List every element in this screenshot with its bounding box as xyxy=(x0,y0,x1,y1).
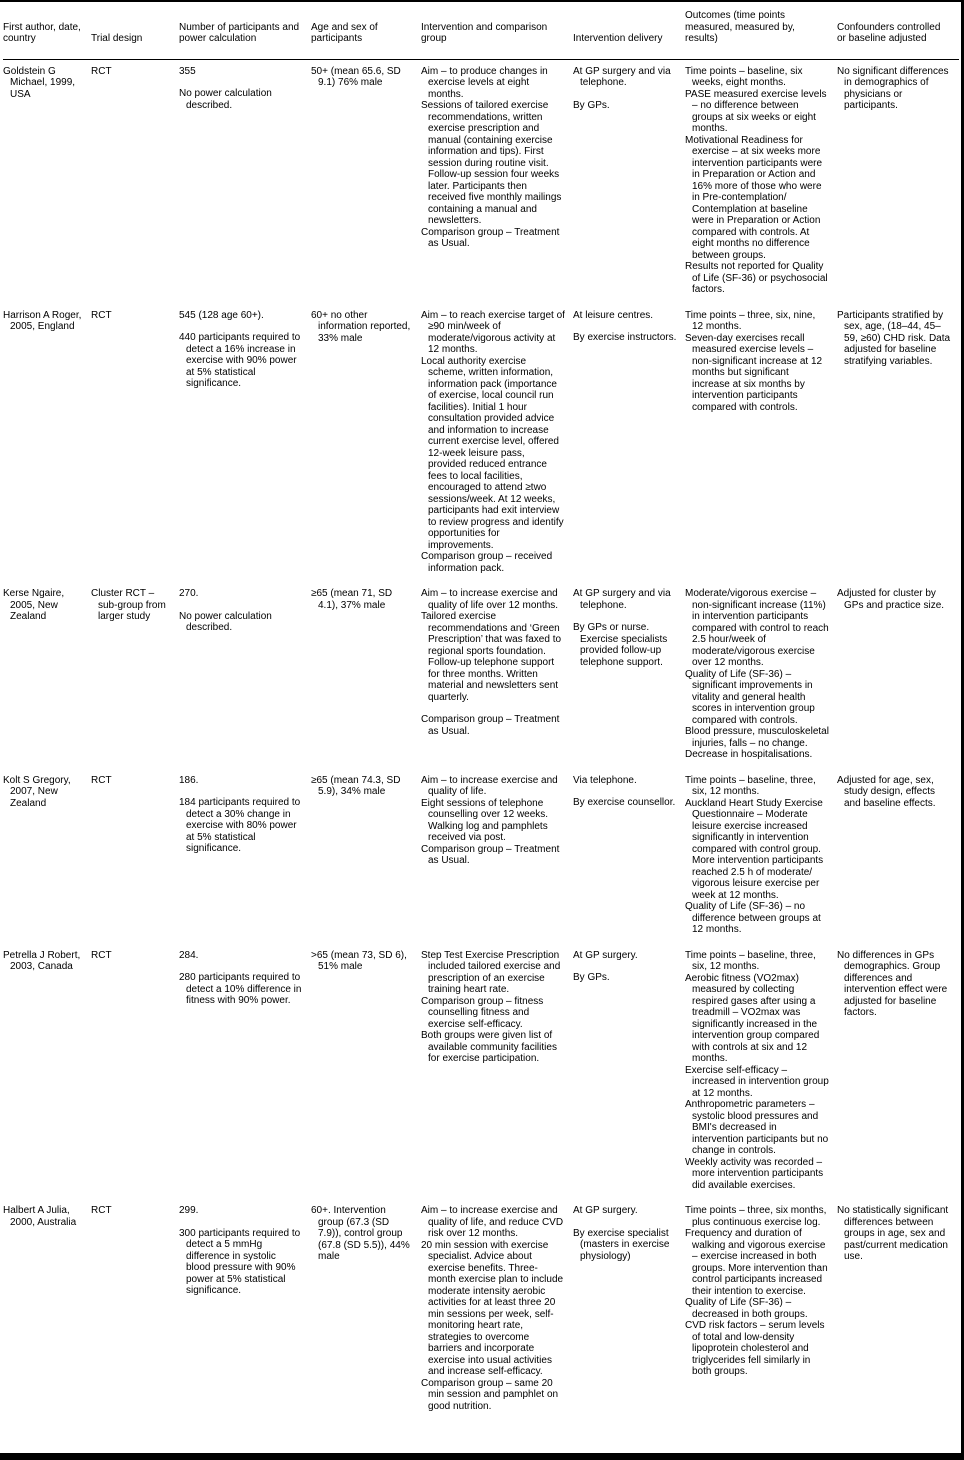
cell-paragraph: Comparison group – Treatment as Usual. xyxy=(421,843,560,866)
cell-intervention xyxy=(421,1199,573,1420)
cell-paragraph: Comparison group – Treatment as Usual. xyxy=(421,226,560,249)
cell-paragraph: 184 participants required to detect a 30% change in exercise with 80% power at 5% statistical significance. xyxy=(179,797,301,854)
cell-paragraph: At leisure centres. xyxy=(573,309,654,321)
cell-age-sex xyxy=(311,59,421,304)
cell-confounders xyxy=(837,769,959,944)
paragraph-gap xyxy=(573,1217,677,1228)
cell-paragraph: Weekly activity was recorded – more intervention participants did available exercises. xyxy=(685,1156,824,1191)
cell-paragraph: 20 min session with exercise specialist. Advice about exercise benefits. Three-month exercise plan to include moderate intensity aerobic activities for at least three 20 min sessions per week, self-monitoring heart rate, strategies to overcome barriers and incorporate exercise into usual activities and increase self-efficacy. xyxy=(421,1239,564,1377)
cell-paragraph: 545 (128 age 60+). xyxy=(179,309,264,321)
cell-paragraph: Blood pressure, musculoskeletal injuries, falls – no change. xyxy=(685,726,829,749)
cell-age-sex xyxy=(311,1199,421,1420)
cell-author xyxy=(3,1199,91,1420)
cell-paragraph: Aim – to increase exercise and quality of life, and reduce CVD risk over 12 months. xyxy=(421,1205,564,1239)
cell-author xyxy=(3,944,91,1200)
column-header-intervention: Intervention and comparison group xyxy=(421,2,573,59)
cell-paragraph: No differences in GPs demographics. Group differences and intervention effect were adjusted for baseline factors. xyxy=(837,949,948,1018)
cell-paragraph: Via telephone. xyxy=(573,774,637,786)
column-header-delivery: Intervention delivery xyxy=(573,2,685,59)
column-header-author: First author, date, country xyxy=(3,2,91,59)
cell-delivery xyxy=(573,59,685,304)
cell-delivery xyxy=(573,944,685,1200)
cell-paragraph: Aim – to produce changes in exercise levels at eight months. xyxy=(421,65,548,100)
cell-paragraph: Time points – baseline, three, six, 12 months. xyxy=(685,949,816,972)
cell-paragraph: At GP surgery. xyxy=(573,949,638,961)
cell-paragraph: PASE measured exercise levels – no difference between groups at six weeks or eight months. xyxy=(685,88,827,134)
cell-paragraph: RCT xyxy=(91,1205,112,1216)
cell-paragraph: By exercise specialist (masters in exercise physiology) xyxy=(573,1227,670,1262)
cell-paragraph: Time points – three, six months, plus continuous exercise log. xyxy=(685,1205,827,1228)
cell-delivery xyxy=(573,582,685,769)
paragraph-gap xyxy=(573,961,677,972)
cell-paragraph: Harrison A Roger, 2005, England xyxy=(3,309,82,332)
cell-paragraph: Tailored exercise recommendations and ‘Green Prescription’ that was faxed to regional sports foundation. Follow-up telephone support for three months. Written material and newsletters sent quarterly. xyxy=(421,611,562,703)
cell-age-sex xyxy=(311,769,421,944)
cell-intervention xyxy=(421,582,573,769)
cell-paragraph: At GP surgery and via telephone. xyxy=(573,588,671,611)
cell-confounders xyxy=(837,944,959,1200)
cell-age-sex xyxy=(311,582,421,769)
cell-paragraph: Moderate/vigorous exercise – non-significant increase (11%) in intervention participants compared with control to reach 2.5 hour/week of moderate/vigorous exercise over 12 months. xyxy=(685,588,829,668)
cell-paragraph: By GPs. xyxy=(573,972,610,983)
cell-paragraph: By exercise counsellor. xyxy=(573,797,676,808)
cell-paragraph: 50+ (mean 65.6, SD 9.1) 76% male xyxy=(311,65,401,88)
cell-paragraph: Comparison group – fitness counselling fitness and exercise self-efficacy. xyxy=(421,995,544,1030)
cell-paragraph: Decrease in hospitalisations. xyxy=(685,749,813,760)
cell-author xyxy=(3,59,91,304)
cell-paragraph: Sessions of tailored exercise recommendations, written exercise prescription and manual (containing exercise information and tips). First session during routine visit. Follow-up session four weeks later. Participants then received five monthly mailings containing a manual and newsletters. xyxy=(421,100,562,226)
cell-delivery xyxy=(573,1199,685,1420)
cell-delivery xyxy=(573,769,685,944)
column-header-design: Trial design xyxy=(91,2,179,59)
paragraph-gap xyxy=(179,600,303,611)
cell-paragraph: RCT xyxy=(91,774,112,786)
cell-paragraph: CVD risk factors – serum levels of total and low-density lipoprotein cholesterol and triglycerides fell similarly in both groups. xyxy=(685,1320,825,1377)
cell-paragraph: Comparison group – Treatment as Usual. xyxy=(421,714,560,737)
cell-participants xyxy=(179,582,311,769)
cell-paragraph: Eight sessions of telephone counselling over 12 weeks. Walking log and pamphlets received via post. xyxy=(421,797,549,843)
cell-design xyxy=(91,944,179,1200)
cell-paragraph: 300 participants required to detect a 5 mmHg difference in systolic blood pressure with 90% power at 5% statistical significance. xyxy=(179,1227,301,1296)
cell-confounders xyxy=(837,304,959,583)
cell-participants xyxy=(179,944,311,1200)
cell-outcomes xyxy=(685,1199,837,1420)
cell-author xyxy=(3,304,91,583)
cell-paragraph: Comparison group – received information pack. xyxy=(421,551,553,574)
cell-intervention xyxy=(421,59,573,304)
cell-paragraph: Frequency and duration of walking and vigorous exercise – exercise increased in both groups. More intervention than control participants increased their intention to exercise. xyxy=(685,1228,828,1297)
cell-participants xyxy=(179,769,311,944)
column-header-confounders: Confounders controlled or baseline adjusted xyxy=(837,2,959,59)
cell-paragraph: Aim – to increase exercise and quality of life over 12 months. xyxy=(421,588,559,611)
cell-paragraph: 355 xyxy=(179,65,196,77)
cell-delivery xyxy=(573,304,685,583)
cell-paragraph: RCT xyxy=(91,309,112,321)
cell-paragraph: Aerobic fitness (VO2max) measured by collecting respired gases after using a treadmill – VO2max was significantly increased in the intervention group compared with controls at six and 12 months. xyxy=(685,972,820,1064)
cell-age-sex xyxy=(311,944,421,1200)
cell-intervention xyxy=(421,769,573,944)
cell-paragraph: Motivational Readiness for exercise – at six weeks more intervention participants were in Preparation or Action and 16% more of those who were in Pre-contemplation/ Contemplation at baseline were in Preparation or Action compared with controls. At eight months no difference between groups. xyxy=(685,134,823,261)
cell-design xyxy=(91,582,179,769)
cell-participants xyxy=(179,59,311,304)
paragraph-gap xyxy=(573,321,677,332)
table-row xyxy=(3,582,959,769)
cell-intervention xyxy=(421,944,573,1200)
cell-paragraph: By GPs. xyxy=(573,99,610,111)
cell-paragraph: Kolt S Gregory, 2007, New Zealand xyxy=(3,774,71,809)
cell-paragraph: 284. xyxy=(179,949,199,961)
paragraph-gap xyxy=(573,89,677,100)
cell-paragraph: No statistically significant differences between groups in age, sex and past/current medication use. xyxy=(837,1205,949,1262)
cell-outcomes xyxy=(685,582,837,769)
cell-participants xyxy=(179,304,311,583)
cell-paragraph: Step Test Exercise Prescription included tailored exercise and prescription of an exercise training heart rate. xyxy=(421,949,561,995)
cell-paragraph: Time points – baseline, six weeks, eight months. xyxy=(685,65,803,88)
paragraph-gap xyxy=(179,77,303,88)
column-header-outcomes: Outcomes (time points measured, measured by, results) xyxy=(685,2,837,59)
column-header-participants: Number of participants and power calculation xyxy=(179,2,311,59)
cell-confounders xyxy=(837,59,959,304)
cell-paragraph: Time points – three, six, nine, 12 months. xyxy=(685,309,816,332)
cell-design xyxy=(91,59,179,304)
cell-paragraph: ≥65 (mean 74.3, SD 5.9), 34% male xyxy=(311,774,401,797)
paragraph-gap xyxy=(179,786,303,797)
cell-author xyxy=(3,582,91,769)
cell-paragraph: >65 (mean 73, SD 6), 51% male xyxy=(311,949,407,972)
paragraph-gap xyxy=(421,703,565,714)
cell-paragraph: Local authority exercise scheme, written information, information pack (importance of exercise, local council run facilities). Initial 1 hour consultation provided advice and information to increase current exercise level, offered 12-week leisure pass, provided reduced entrance fees to local facilities, encouraged to attend ≥two sessions/week. At 12 weeks, participants had exit interview to review progress and identify opportunities for improvements. xyxy=(421,355,564,551)
cell-paragraph: Quality of Life (SF-36) – significant improvements in vitality and general health scores in intervention group compared with controls. xyxy=(685,668,815,726)
cell-paragraph: Results not reported for Quality of Life (SF-36) or psychosocial factors. xyxy=(685,261,828,295)
cell-paragraph: Participants stratified by sex, age, (18–44, 45–59, ≥60) CHD risk. Data adjusted for baseline stratifying variables. xyxy=(837,309,951,367)
table-row xyxy=(3,769,959,944)
paragraph-gap xyxy=(179,1217,303,1228)
studies-table xyxy=(3,2,959,1420)
cell-paragraph: Auckland Heart Study Exercise Questionnaire – Moderate leisure exercise increased significantly in intervention compared with control group. More intervention participants reached 2.5 h of moderate/ vigorous leisure exercise per week at 12 months. xyxy=(685,797,824,901)
cell-paragraph: Aim – to reach exercise target of ≥90 min/week of moderate/vigorous activity at 12 months. xyxy=(421,309,565,355)
cell-paragraph: Time points – baseline, three, six, 12 months. xyxy=(685,774,816,797)
cell-paragraph: By GPs or nurse. Exercise specialists provided follow-up telephone support. xyxy=(573,622,668,668)
cell-paragraph: 270. xyxy=(179,588,199,599)
cell-paragraph: ≥65 (mean 71, SD 4.1), 37% male xyxy=(311,588,393,611)
cell-intervention xyxy=(421,304,573,583)
table-row xyxy=(3,1199,959,1420)
cell-outcomes xyxy=(685,59,837,304)
cell-paragraph: Halbert A Julia, 2000, Australia xyxy=(3,1205,77,1228)
cell-paragraph: RCT xyxy=(91,65,112,77)
cell-paragraph: Petrella J Robert, 2003, Canada xyxy=(3,949,81,972)
cell-paragraph: 299. xyxy=(179,1205,199,1216)
cell-paragraph: By exercise instructors. xyxy=(573,332,677,343)
cell-paragraph: Adjusted for cluster by GPs and practice size. xyxy=(837,588,945,611)
cell-paragraph: Comparison group – same 20 min session and pamphlet on good nutrition. xyxy=(421,1377,559,1412)
cell-paragraph: Goldstein G Michael, 1999, USA xyxy=(3,65,76,100)
paragraph-gap xyxy=(573,786,677,797)
cell-paragraph: No power calculation described. xyxy=(179,88,272,111)
table-header xyxy=(3,2,959,59)
cell-paragraph: No significant differences in demographics of physicians or participants. xyxy=(837,65,949,111)
cell-outcomes xyxy=(685,769,837,944)
cell-paragraph: Quality of Life (SF-36) – no difference between groups at 12 months. xyxy=(685,901,821,935)
cell-paragraph: Cluster RCT – sub-group from larger study xyxy=(91,588,166,622)
table-row xyxy=(3,59,959,304)
cell-author xyxy=(3,769,91,944)
cell-paragraph: Adjusted for age, sex, study design, effects and baseline effects. xyxy=(837,774,936,809)
cell-age-sex xyxy=(311,304,421,583)
cell-paragraph: Quality of Life (SF-36) – decreased in both groups. xyxy=(685,1297,808,1320)
cell-paragraph: At GP surgery. xyxy=(573,1205,638,1216)
table-row xyxy=(3,304,959,583)
cell-design xyxy=(91,769,179,944)
cell-design xyxy=(91,304,179,583)
cell-paragraph: 440 participants required to detect a 16% increase in exercise with 90% power at 5% statistical significance. xyxy=(179,332,301,389)
cell-paragraph: Anthropometric parameters – systolic blood pressures and BMI's decreased in intervention participants but no change in controls. xyxy=(685,1099,829,1156)
cell-paragraph: At GP surgery and via telephone. xyxy=(573,65,671,88)
cell-confounders xyxy=(837,1199,959,1420)
cell-paragraph: Kerse Ngaire, 2005, New Zealand xyxy=(3,588,65,622)
cell-paragraph: Both groups were given list of available community facilities for exercise participation. xyxy=(421,1030,557,1064)
cell-paragraph: Seven-day exercises recall measured exercise levels – non-significant increase at 12 months but significant increase at six months by intervention participants compared with controls. xyxy=(685,332,823,413)
cell-paragraph: Aim – to increase exercise and quality of life. xyxy=(421,774,558,797)
paragraph-gap xyxy=(179,321,303,332)
cell-paragraph: 186. xyxy=(179,774,199,786)
cell-paragraph: No power calculation described. xyxy=(179,610,272,633)
cell-paragraph: RCT xyxy=(91,949,112,961)
table-row xyxy=(3,944,959,1200)
cell-design xyxy=(91,1199,179,1420)
cell-outcomes xyxy=(685,944,837,1200)
table-body xyxy=(3,59,959,1420)
cell-paragraph: 60+ no other information reported, 33% male xyxy=(311,309,411,344)
header-row xyxy=(3,2,959,59)
cell-paragraph: 60+. Intervention group (67.3 (SD 7.9)), control group (67.8 (SD 5.5)), 44% male xyxy=(311,1205,410,1262)
cell-paragraph: 280 participants required to detect a 10% difference in fitness with 90% power. xyxy=(179,972,302,1006)
paragraph-gap xyxy=(179,961,303,972)
cell-outcomes xyxy=(685,304,837,583)
cell-confounders xyxy=(837,582,959,769)
paragraph-gap xyxy=(573,611,677,622)
cell-paragraph: Exercise self-efficacy – increased in intervention group at 12 months. xyxy=(685,1064,829,1099)
cell-participants xyxy=(179,1199,311,1420)
column-header-age_sex: Age and sex of participants xyxy=(311,2,421,59)
